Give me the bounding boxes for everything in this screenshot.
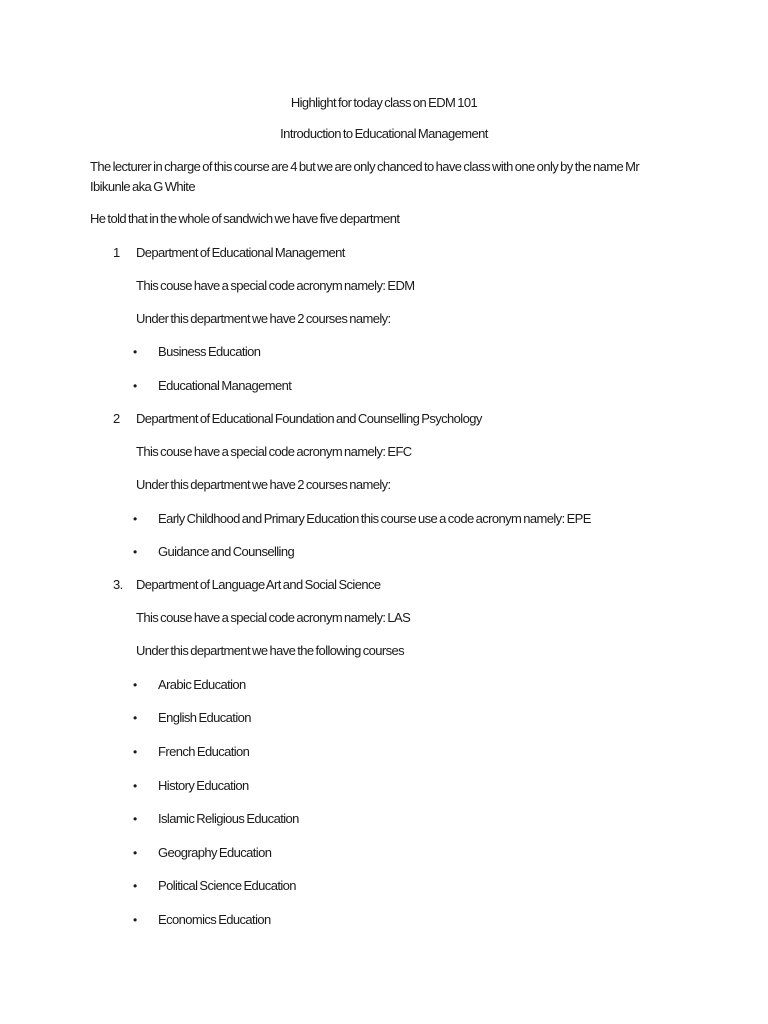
- department-title: Department of Educational Foundation and Counselling Psychology: [136, 411, 482, 426]
- bullet-icon: •: [133, 913, 137, 927]
- list-number: 2: [113, 411, 120, 426]
- bullet-icon: •: [133, 745, 137, 759]
- list-item: Economics Education: [158, 912, 271, 927]
- list-item: Geography Education: [158, 845, 272, 860]
- department-title: Department of Educational Management: [136, 245, 345, 260]
- list-item: Business Education: [158, 344, 261, 359]
- bullet-icon: •: [133, 711, 137, 725]
- document-subtitle: Introduction to Educational Management: [280, 126, 488, 141]
- intro-paragraph: The lecturer in charge of this course are 4 but we are only chanced to have class with one only by the name Mr Ibikunle aka G White: [90, 159, 640, 194]
- bullet-icon: •: [133, 812, 137, 826]
- list-item: Arabic Education: [158, 677, 246, 692]
- department-courses-intro: Under this department we have 2 courses namely:: [136, 311, 391, 326]
- department-code-line: This couse have a special code acronym namely: EFC: [136, 444, 412, 459]
- list-item: Islamic Religious Education: [158, 811, 299, 826]
- list-number: 1: [113, 245, 120, 260]
- bullet-icon: •: [133, 545, 137, 559]
- bullet-icon: •: [133, 879, 137, 893]
- department-code-line: This couse have a special code acronym namely: LAS: [136, 610, 411, 625]
- list-item: Political Science Education: [158, 878, 296, 893]
- list-item: Guidance and Counselling: [158, 544, 295, 559]
- list-item: Educational Management: [158, 378, 292, 393]
- bullet-icon: •: [133, 678, 137, 692]
- list-item: Early Childhood and Primary Education this course use a code acronym namely: EPE: [158, 511, 591, 526]
- list-item: English Education: [158, 710, 251, 725]
- bullet-icon: •: [133, 512, 137, 526]
- document-title: Highlight for today class on EDM 101: [290, 95, 478, 110]
- department-courses-intro: Under this department we have the following courses: [136, 643, 405, 658]
- bullet-icon: •: [133, 846, 137, 860]
- bullet-icon: •: [133, 345, 137, 359]
- list-item: French Education: [158, 744, 250, 759]
- department-code-line: This couse have a special code acronym namely: EDM: [136, 278, 415, 293]
- intro-paragraph-2: He told that in the whole of sandwich we have five department: [90, 211, 400, 226]
- list-number: 3.: [113, 577, 123, 592]
- department-title: Department of Language Art and Social Science: [136, 577, 381, 592]
- department-courses-intro: Under this department we have 2 courses namely:: [136, 477, 391, 492]
- list-item: History Education: [158, 778, 249, 793]
- bullet-icon: •: [133, 379, 137, 393]
- bullet-icon: •: [133, 779, 137, 793]
